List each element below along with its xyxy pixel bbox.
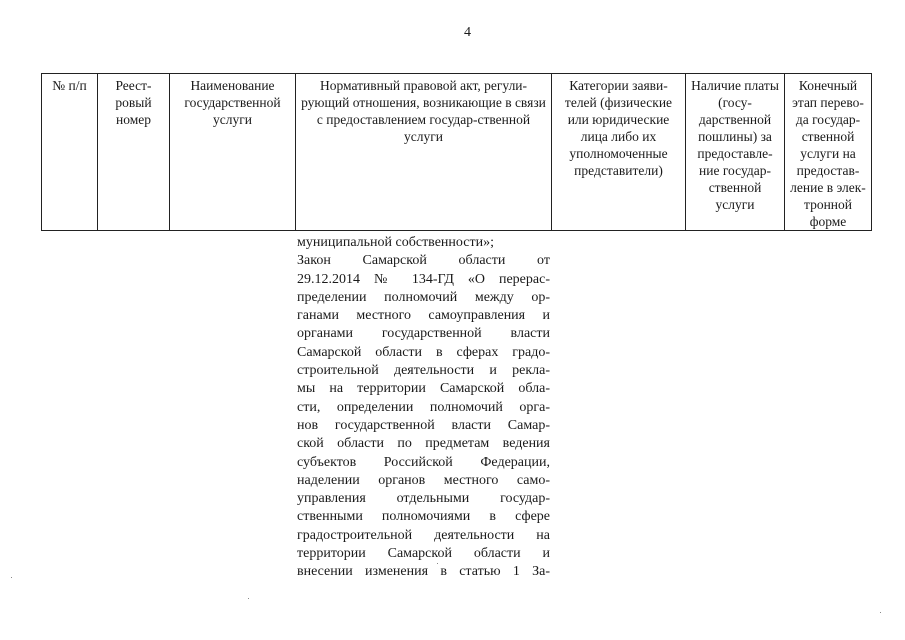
text-line: наделении органов местного само- <box>297 472 550 488</box>
text-line: нов государственной власти Самар- <box>297 417 550 433</box>
text-line: 29.12.2014 № 134-ГД «О перерас- <box>297 271 550 287</box>
column-header-applicant-categories: Категории заяви-телей (физические или юридические лица либо их уполномоченные представители) <box>552 74 686 231</box>
table-header-row <box>42 74 872 231</box>
text-line: управления отдельными государ- <box>297 491 550 507</box>
column-header-registry-number: Реест-ровый номер <box>98 74 170 231</box>
scan-speck <box>248 598 249 599</box>
text-line: пределении полномочий между ор- <box>297 289 550 305</box>
text-line: Самарской области в сферах градо- <box>297 344 550 360</box>
column-header-service-name: Наименование государственной услуги <box>170 74 296 231</box>
scan-speck <box>880 612 881 613</box>
text-line: органами государственной власти <box>297 326 550 342</box>
text-line: сти, определении полномочий орга- <box>297 399 550 415</box>
text-line: субъектов Российской Федерации, <box>297 454 550 470</box>
column-header-number: № п/п <box>42 74 98 231</box>
column-header-fee: Наличие платы (госу-дарственной пошлины) за предоставле-ние государ-ственной услуги <box>686 74 785 231</box>
text-line: ской области по предметам ведения <box>297 436 550 452</box>
text-line: строительной деятельности и рекла- <box>297 363 550 379</box>
text-line: территории Самарской области и <box>297 546 550 562</box>
text-line: Закон Самарской области от <box>297 253 550 269</box>
text-line: муниципальной собственности»; <box>297 235 494 250</box>
scan-speck <box>437 563 438 564</box>
legal-act-continuation-text <box>297 234 550 582</box>
text-line: внесении изменения в статью 1 За- <box>297 564 550 580</box>
text-line: мы на территории Самарской обла- <box>297 381 550 397</box>
column-header-legal-act: Нормативный правовой акт, регули-рующий отношения, возникающие в связи с предоставлением государ-ственной услуги <box>296 74 552 231</box>
text-line: ганами местного самоуправления и <box>297 308 550 324</box>
text-line: градостроительной деятельности на <box>297 527 550 543</box>
text-line: ственными полномочиями в сфере <box>297 509 550 525</box>
scan-speck <box>11 577 12 578</box>
column-header-electronic-stage: Конечный этап перево-да государ-ственной услуги на предостав-ление в элек-тронной форме <box>785 74 872 231</box>
services-table-header <box>41 73 872 231</box>
page-number: 4 <box>464 25 471 40</box>
